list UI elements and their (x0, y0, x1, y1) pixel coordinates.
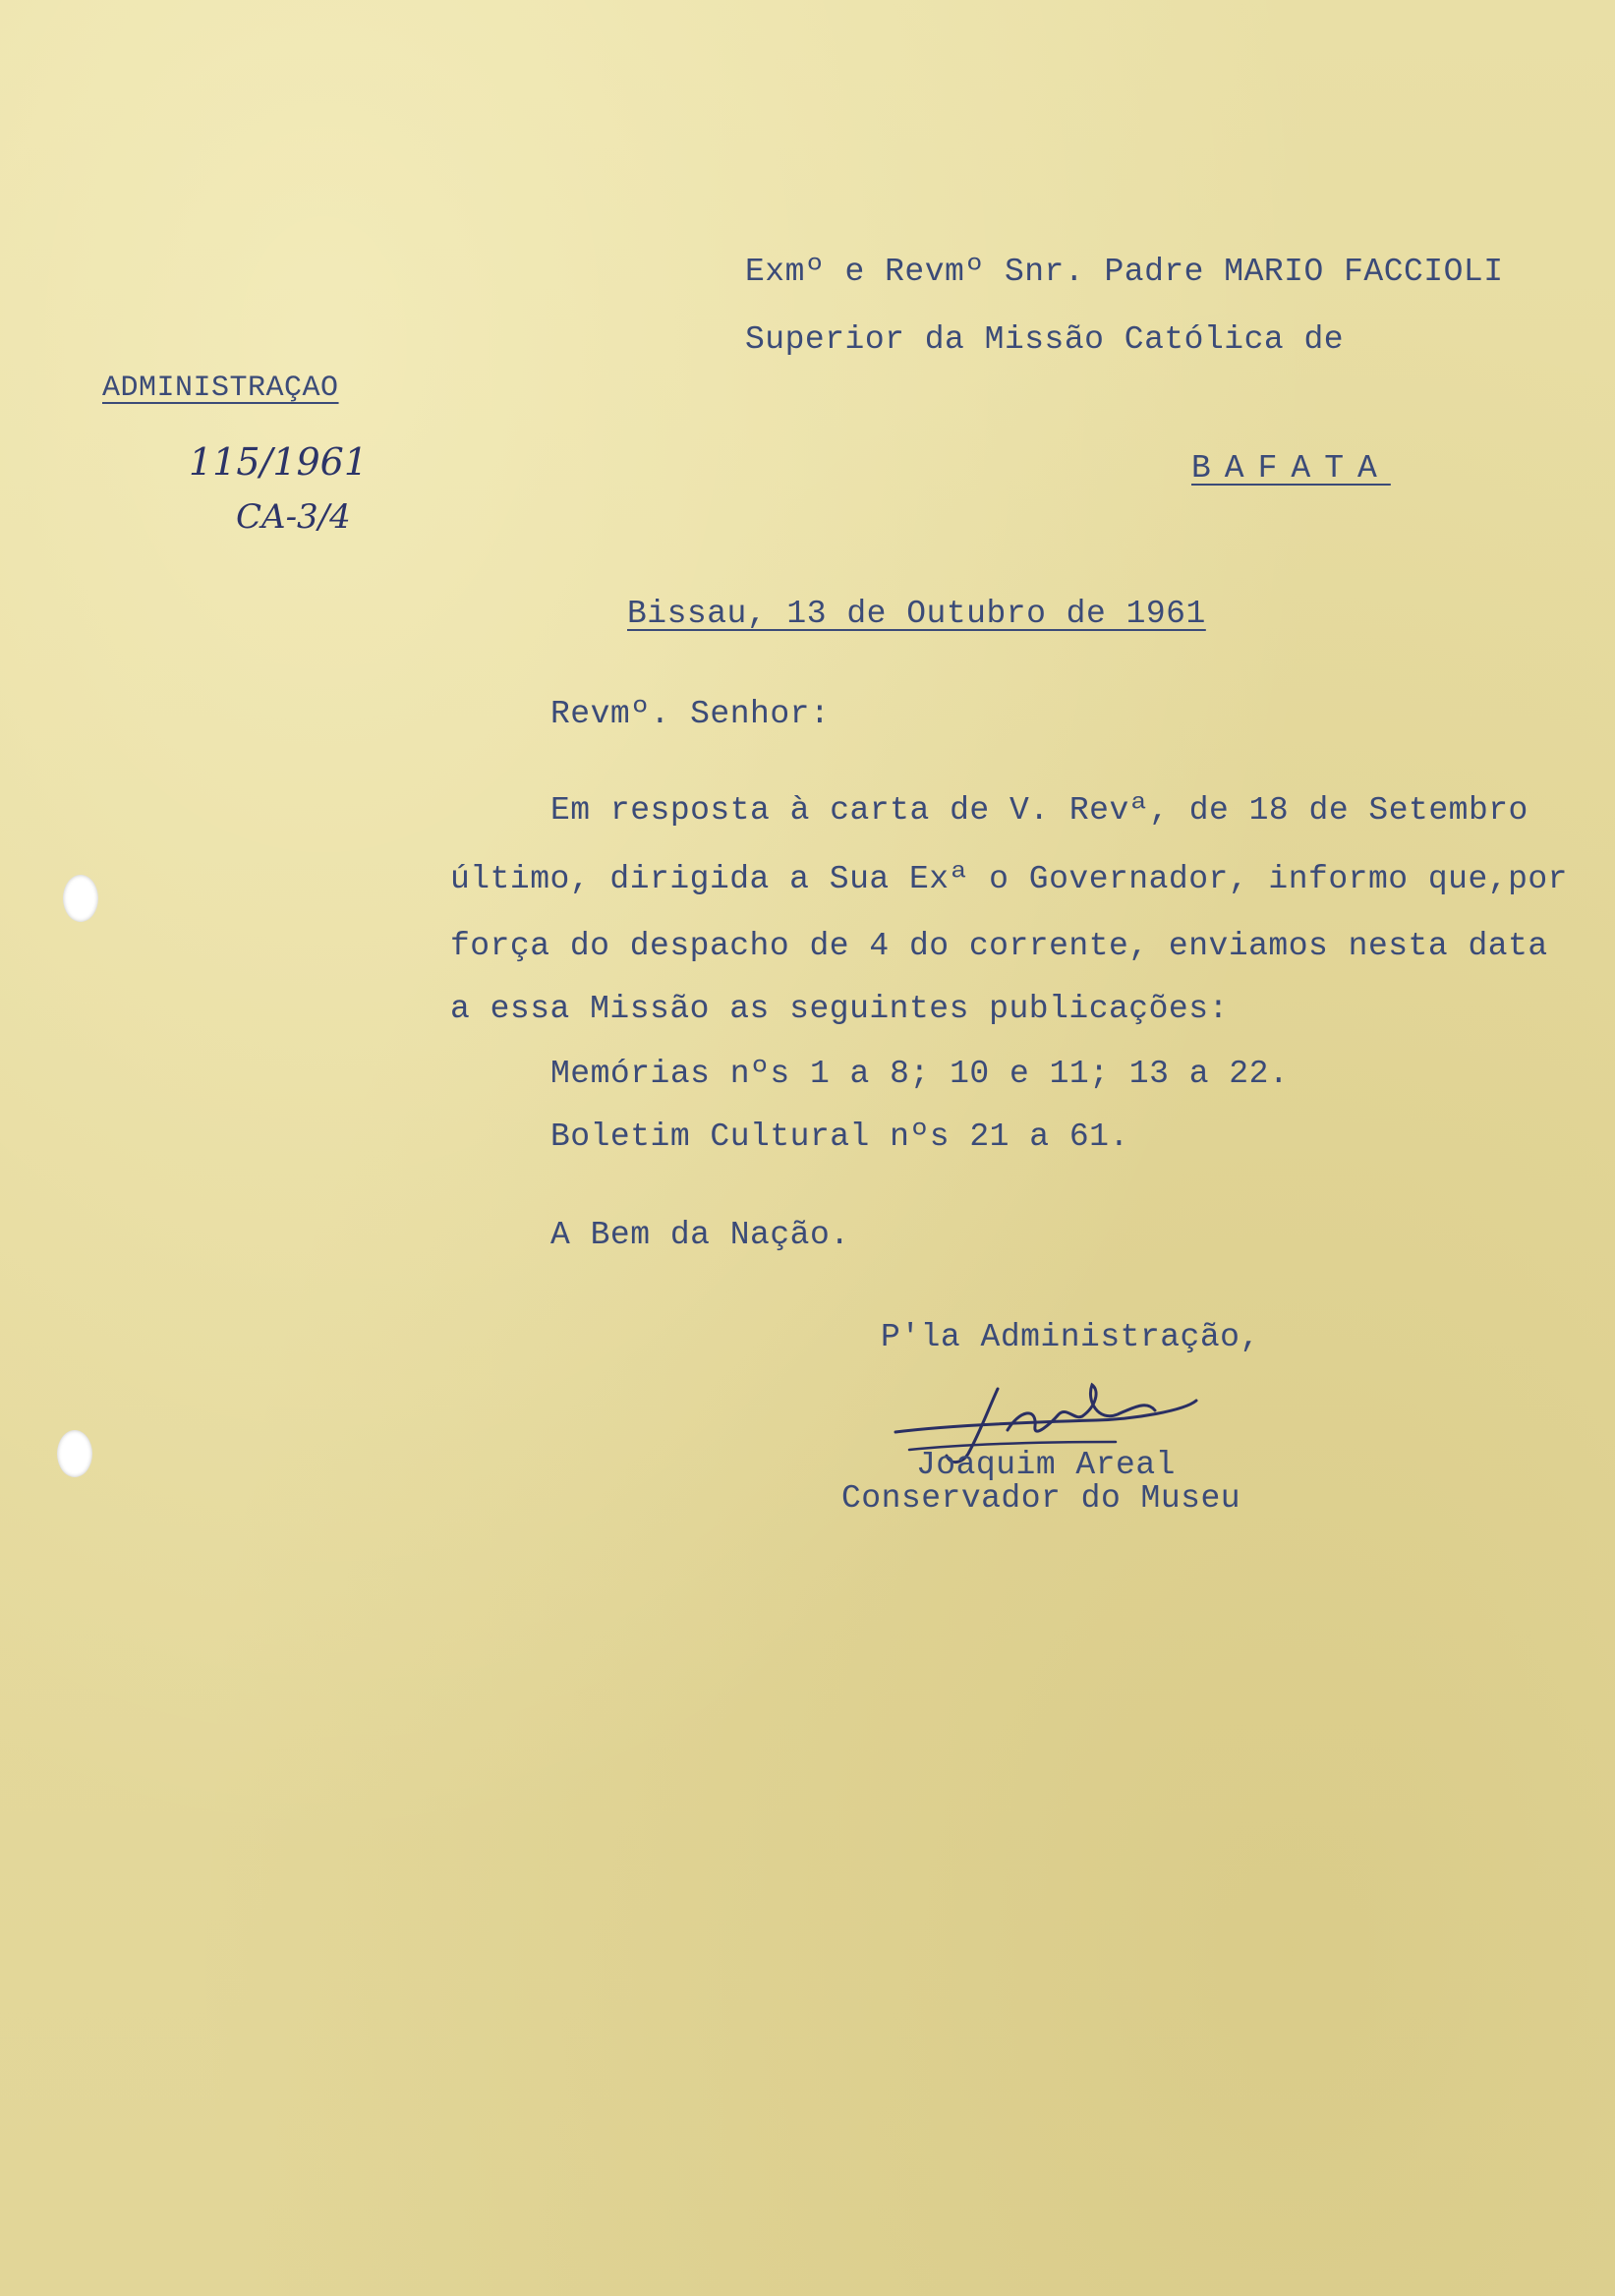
administration-number: 115/1961 (189, 440, 369, 484)
administration-reference: CA-3/4 (236, 497, 351, 537)
body-line-3: força do despacho de 4 do corrente, enviamos nesta data (450, 928, 1548, 964)
place-date: Bissau, 13 de Outubro de 1961 (627, 596, 1206, 632)
body-line-4: a essa Missão as seguintes publicações: (450, 991, 1229, 1027)
body-line-2: último, dirigida a Sua Exª o Governador, informo que,por (450, 861, 1568, 897)
punch-hole-bottom (57, 1430, 92, 1477)
signature-title: Conservador do Museu (841, 1480, 1241, 1517)
addressee-line-1: Exmº e Revmº Snr. Padre MARIO FACCIOLI (745, 254, 1504, 290)
punch-hole-top (63, 875, 98, 922)
body-line-1: Em resposta à carta de V. Revª, de 18 de Setembro (550, 792, 1528, 829)
signature-name: Joaquim Areal (916, 1447, 1176, 1483)
administration-title: ADMINISTRAÇAO (102, 372, 339, 405)
list-item-memorias: Memórias nºs 1 a 8; 10 e 11; 13 a 22. (550, 1056, 1290, 1092)
salutation: Revmº. Senhor: (550, 696, 831, 732)
closing: A Bem da Nação. (550, 1217, 850, 1253)
addressee-city: BAFATA (1191, 450, 1391, 487)
signature-on-behalf: P'la Administração, (881, 1319, 1260, 1355)
addressee-line-2: Superior da Missão Católica de (745, 321, 1345, 358)
list-item-boletim: Boletim Cultural nºs 21 a 61. (550, 1119, 1129, 1155)
